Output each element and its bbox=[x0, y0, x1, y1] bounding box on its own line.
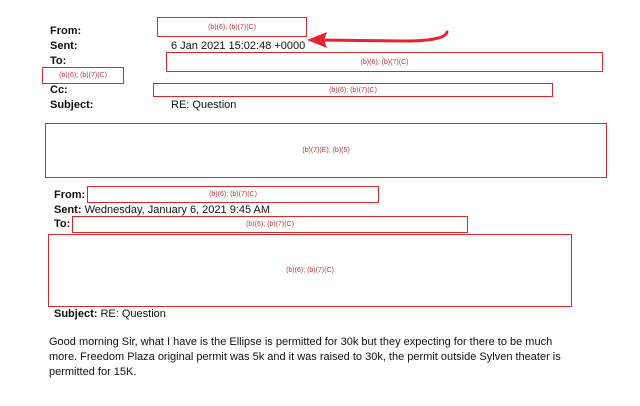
sent-label-2: Sent: bbox=[54, 204, 82, 216]
sent-value: 6 Jan 2021 15:02:48 +0000 bbox=[171, 40, 306, 52]
redaction-to-continued bbox=[42, 67, 124, 84]
redaction-from bbox=[157, 17, 307, 37]
redaction-code: (b)(6); (b)(7)(C) bbox=[360, 58, 409, 66]
redaction-to-2 bbox=[72, 216, 468, 233]
to-label-2: To: bbox=[54, 218, 71, 230]
arrow-annotation-icon bbox=[305, 28, 450, 50]
redaction-code: (b)(6); (b)(7)(C) bbox=[59, 72, 107, 79]
subject-label-2: Subject: bbox=[54, 308, 98, 320]
redaction-code: (b)(6); (b)(7)(C) bbox=[209, 191, 257, 198]
subject-row-2 bbox=[54, 308, 166, 321]
subject-label: Subject: bbox=[50, 99, 94, 111]
redaction-block-1 bbox=[45, 123, 607, 178]
redaction-code: (b)(6); (b)(7)(C) bbox=[329, 86, 377, 94]
subject-value-2: RE: Question bbox=[100, 308, 166, 320]
redaction-code: (b)(6); (b)(7)(C) bbox=[286, 267, 334, 274]
email-body: Good morning Sir, what I have is the Ellipse is permitted for 30k but they expecting for there to be much more. Freedom Plaza original permit was 5k and it was raised to 30k, the permit outside Sylven theater is permitted for 15K. bbox=[49, 336, 561, 378]
redaction-code: (b)(6); (b)(7)(C) bbox=[246, 221, 294, 228]
redaction-from-2 bbox=[87, 186, 379, 203]
redaction-cc bbox=[153, 83, 553, 97]
subject-value: RE: Question bbox=[171, 99, 237, 111]
redaction-code: (b)(7)(E); (b)(5) bbox=[302, 147, 350, 154]
redaction-to bbox=[166, 52, 603, 72]
redaction-code: (b)(6); (b)(7)(C) bbox=[208, 23, 256, 31]
from-label: From: bbox=[50, 25, 82, 37]
redaction-block-2 bbox=[48, 234, 572, 307]
to-label: To: bbox=[50, 55, 67, 67]
from-label-2: From: bbox=[54, 189, 86, 201]
sent-label: Sent: bbox=[50, 40, 78, 52]
cc-label: Cc: bbox=[50, 84, 68, 96]
sent-value-2: Wednesday, January 6, 2021 9:45 AM bbox=[84, 204, 271, 216]
